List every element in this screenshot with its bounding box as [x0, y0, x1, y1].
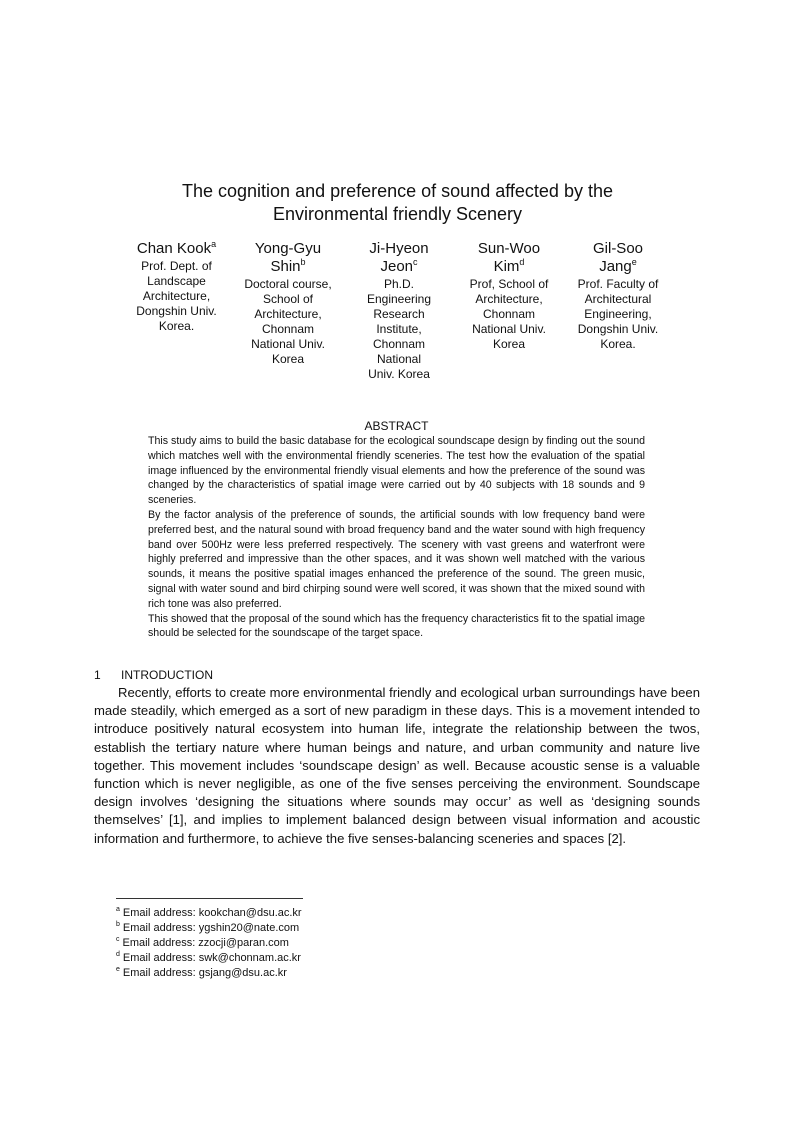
abstract-body [148, 434, 645, 641]
author-superscript: b [300, 257, 306, 267]
abstract-heading: ABSTRACT [364, 419, 429, 433]
author-affiliation: Prof, School of Architecture, Chonnam National Univ. Korea [469, 277, 549, 351]
author-superscript: e [631, 257, 637, 267]
author-name: Ji-Hyeon Jeon$^c$ [369, 240, 429, 275]
section-number: 1 [94, 668, 101, 682]
author-superscript: a [211, 239, 217, 249]
author-superscript: d [519, 257, 525, 267]
author-affiliation: Ph.D. Engineering Research Institute, Chonnam National Univ. Korea [366, 277, 432, 381]
author-affiliation: Doctoral course, School of Architecture, Chonnam National Univ. Korea [244, 277, 332, 366]
author-name: Chan Kook$^a$ [136, 239, 217, 257]
author-name: Sun-Woo Kim$^d$ [477, 240, 541, 275]
paper-title [150, 180, 645, 226]
author-block-shin [234, 240, 342, 367]
footnote: $^a$ Email address: kookchan@dsu.ac.kr [116, 906, 302, 919]
footnote: $^d$ Email address: swk@chonnam.ac.kr [116, 951, 301, 964]
author-block-kim [455, 240, 563, 352]
author-name: Gil-Soo Jang$^e$ [592, 240, 644, 275]
author-superscript: c [413, 257, 418, 267]
abstract-paragraph: This showed that the proposal of the sound which has the frequency characteristics fit to the spatial image should be selected for the soundscape of the target space. [148, 612, 645, 640]
footnote-divider [116, 898, 303, 899]
footnote: $^c$ Email address: zzocji@paran.com [116, 936, 289, 949]
author-block-kook [128, 240, 225, 334]
section-title: INTRODUCTION [121, 668, 213, 682]
author-affiliation: Prof. Faculty of Architectural Engineering, Dongshin Univ. Korea. [577, 277, 659, 351]
abstract-paragraph: By the factor analysis of the preference of sounds, the artificial sounds with low frequency band were preferred best, and the natural sound with broad frequency band and the water sound with high frequency band over 500Hz were less preferred respectively. The scenery with vast greens and waterfront were highly preferred and impressive than the other spaces, and it was shown well matched with the various sounds, it means the positive spatial images enhanced the preference of the sound. The green music, signal with water sound and bird chirping sound were well scored, it was shown that the mixed sound with rich tone was also preferred. [148, 508, 645, 610]
author-block-jeon [356, 240, 442, 382]
title-line: The cognition and preference of sound affected by the [182, 181, 613, 201]
abstract-paragraph: This study aims to build the basic database for the ecological soundscape design by finding out the sound which matches well with the environmental friendly sceneries. The test how the evaluation of the spatial image influenced by the environmental friendly visual elements and how the preference of the sound was changed by the characteristics of spatial image were carried out by 40 subjects with 18 sounds and 9 sceneries. [148, 435, 645, 507]
footnote: $^e$ Email address: gsjang@dsu.ac.kr [116, 966, 287, 979]
introduction-paragraph: Recently, efforts to create more environmental friendly and ecological urban surroundings have been made steadily, which emerged as a sort of new paradigm in these days. This is a movement intended to introduce positively natural ecosystem into human life, integrate the relationship between the twos, establish the tertiary nature where human beings and nature, and urban community and nature live together. This movement includes ‘soundscape design’ as well. Because acoustic sense is a valuable function which is never negligible, as one of the five senses perceiving the environment. Soundscape design involves ‘designing the situations where sounds may occur’ as well as ‘designing sounds themselves’ [1], and implies to implement balanced design between visual information and acoustic information and furthermore, to achieve the five senses-balancing sceneries and spaces [2]. [94, 685, 700, 846]
author-name: Yong-Gyu Shin$^b$ [254, 240, 322, 275]
footnotes [116, 906, 302, 981]
title-line: Environmental friendly Scenery [272, 204, 523, 224]
footnote: $^b$ Email address: ygshin20@nate.com [116, 921, 300, 934]
author-affiliation: Prof. Dept. of Landscape Architecture, Dongshin Univ. Korea. [136, 259, 217, 333]
author-block-jang [567, 240, 669, 352]
section-heading-introduction [94, 668, 213, 683]
